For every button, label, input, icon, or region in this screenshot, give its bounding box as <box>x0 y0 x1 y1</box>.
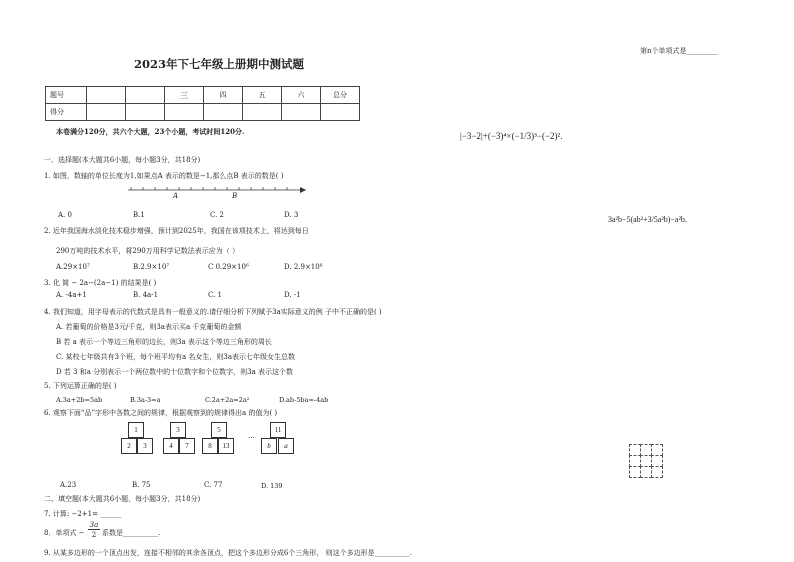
q5-option-d: D.ab-5ba=-4ab <box>279 396 329 404</box>
q6-stem: 6. 观察下面“品”字形中各数之间的规律，根据观察到的规律得出a 的值为( ) <box>44 409 278 417</box>
number-line-arrow <box>300 187 306 193</box>
q4-option-c: C. 某校七年级共有3个班，每个班平均有a 名女生，则3a表示七年级女生总数 <box>56 353 296 361</box>
q1-option-b: B.1 <box>133 211 145 219</box>
number-line-ticks <box>131 187 287 190</box>
q9: 9. 从某多边形的一个顶点出发，连接不相邻的其余各顶点，把这个多边形分成6个三角形， 则这个多边形是__________. <box>44 549 412 557</box>
q3-stem: 3. 化 简 − 2a−(2a−1) 的结果是( ) <box>44 279 157 287</box>
nth-monomial-label: 第n个单项式是_________ <box>640 47 719 55</box>
score-table <box>45 86 360 121</box>
pin-left: 2 <box>121 438 137 454</box>
q2-line2: 290万吨的技术水平，将290万用科学记数法表示应为（ ） <box>56 247 239 255</box>
table-cell: 得分 <box>46 104 87 121</box>
q5-option-a: A.3a+2b=5ab <box>56 396 103 404</box>
pin-right: 3 <box>137 438 153 454</box>
pin-top: 5 <box>211 422 227 438</box>
q2-option-b: B.2.9×10⁷ <box>133 263 170 271</box>
q8-suffix: 系数是__________. <box>102 529 161 537</box>
page-title: 2023年下七年级上册期中测试题 <box>134 57 305 71</box>
table-cell: 题号 <box>46 87 87 104</box>
table-cell <box>282 104 321 121</box>
pin-left: b <box>261 438 277 454</box>
q2-option-a: A.29×10⁷ <box>56 263 90 271</box>
number-line <box>128 184 308 200</box>
table-cell <box>87 87 126 104</box>
q5-stem: 5. 下列运算正确的是( ) <box>44 382 117 390</box>
q6-option-c: C. 77 <box>204 481 223 489</box>
q7: 7. 计算: −2+1= ______ <box>44 510 122 518</box>
q6-option-d: D. 139 <box>261 482 283 490</box>
q8-fraction-numerator: 3a <box>89 521 99 529</box>
q4-stem: 4. 我们知道，用字母表示的代数式是具有一般意义的.请仔细分析下列赋予3a实际意义的例 子中不正确的是( ) <box>44 308 382 316</box>
q1-stem: 1. 如图，数轴的单位长度为1,如果点A 表示的数是−1,那么点B 表示的数是( ) <box>44 172 284 180</box>
q8-prefix: 8．单项式 − <box>44 529 85 537</box>
q2-option-d: D. 2.9×10⁶ <box>284 263 323 271</box>
section1-heading: 一、选择题(本大题共6小题，每小题3分，共18分) <box>44 156 201 164</box>
q2-option-c: C 0.29×10⁶ <box>208 263 249 271</box>
table-cell <box>165 104 204 121</box>
table-cell <box>87 104 126 121</box>
pin-top: 11 <box>270 422 286 438</box>
section2-heading: 二、填空题(本大题共6小题，每小题3分，共18分) <box>44 495 201 503</box>
q4-option-a: A. 若葡萄的价格是3元/千克，则3a表示买a 千克葡萄的金额 <box>56 323 242 331</box>
q6-option-a: A.23 <box>60 481 77 489</box>
q5-option-b: B.3a-3=a <box>130 396 161 404</box>
table-cell <box>126 104 165 121</box>
q1-option-c: C. 2 <box>210 211 225 219</box>
pin-top: 3 <box>170 422 186 438</box>
pin-right: a <box>278 438 294 454</box>
q4-option-b: B 若 a 表示一个等边三角形的边长，则3a 表示这个等边三角形的周长 <box>56 338 272 346</box>
table-cell: 总分 <box>321 87 360 104</box>
pin-left: 8 <box>202 438 218 454</box>
point-a-label: A <box>173 192 179 200</box>
table-cell: 四 <box>204 87 243 104</box>
q3-option-a: A. -4a+1 <box>56 291 87 299</box>
q6-option-b: B. 75 <box>132 481 151 489</box>
q3-option-d: D. -1 <box>284 291 301 299</box>
score-table-header-row <box>46 87 360 104</box>
q1-option-a: A. 0 <box>58 211 72 219</box>
pin-right: 13 <box>218 438 234 454</box>
point-b-label: B <box>232 192 238 200</box>
q8-fraction-denominator: 2 <box>91 531 97 539</box>
q1-option-d: D. 3 <box>284 211 299 219</box>
q3-option-b: B. 4a-1 <box>133 291 159 299</box>
q4-option-d: D 若 3 和a 分别表示一个两位数中的十位数字和个位数字，则3a 表示这个数 <box>56 368 293 376</box>
pin-ellipsis: … <box>248 432 255 440</box>
table-cell <box>321 104 360 121</box>
table-cell <box>126 87 165 104</box>
table-cell <box>243 104 282 121</box>
q2-line1: 2. 近年我国海水淡化技术稳步增强，预计到2025年，我国在该项技术上，将达到每日 <box>44 227 309 235</box>
formula-2: 3a²b−5(ab²+3/5a²b)−a²b. <box>608 215 687 224</box>
table-cell: 五 <box>243 87 282 104</box>
pin-left: 4 <box>163 438 179 454</box>
pin-top: 1 <box>128 422 144 438</box>
exam-note: 本卷满分120分，共六个大题，23个小题，考试时间120分. <box>56 127 245 136</box>
table-cell: 三 <box>165 87 204 104</box>
table-cell: 六 <box>282 87 321 104</box>
formula-1: |−3−2|+(−3)⁴×(−1/3)³−(−2)². <box>460 131 563 141</box>
q3-option-c: C. 1 <box>208 291 223 299</box>
q5-option-c: C.2a+2a=2a² <box>205 396 250 404</box>
table-cell <box>204 104 243 121</box>
pin-right: 7 <box>179 438 195 454</box>
score-table-score-row <box>46 104 360 121</box>
